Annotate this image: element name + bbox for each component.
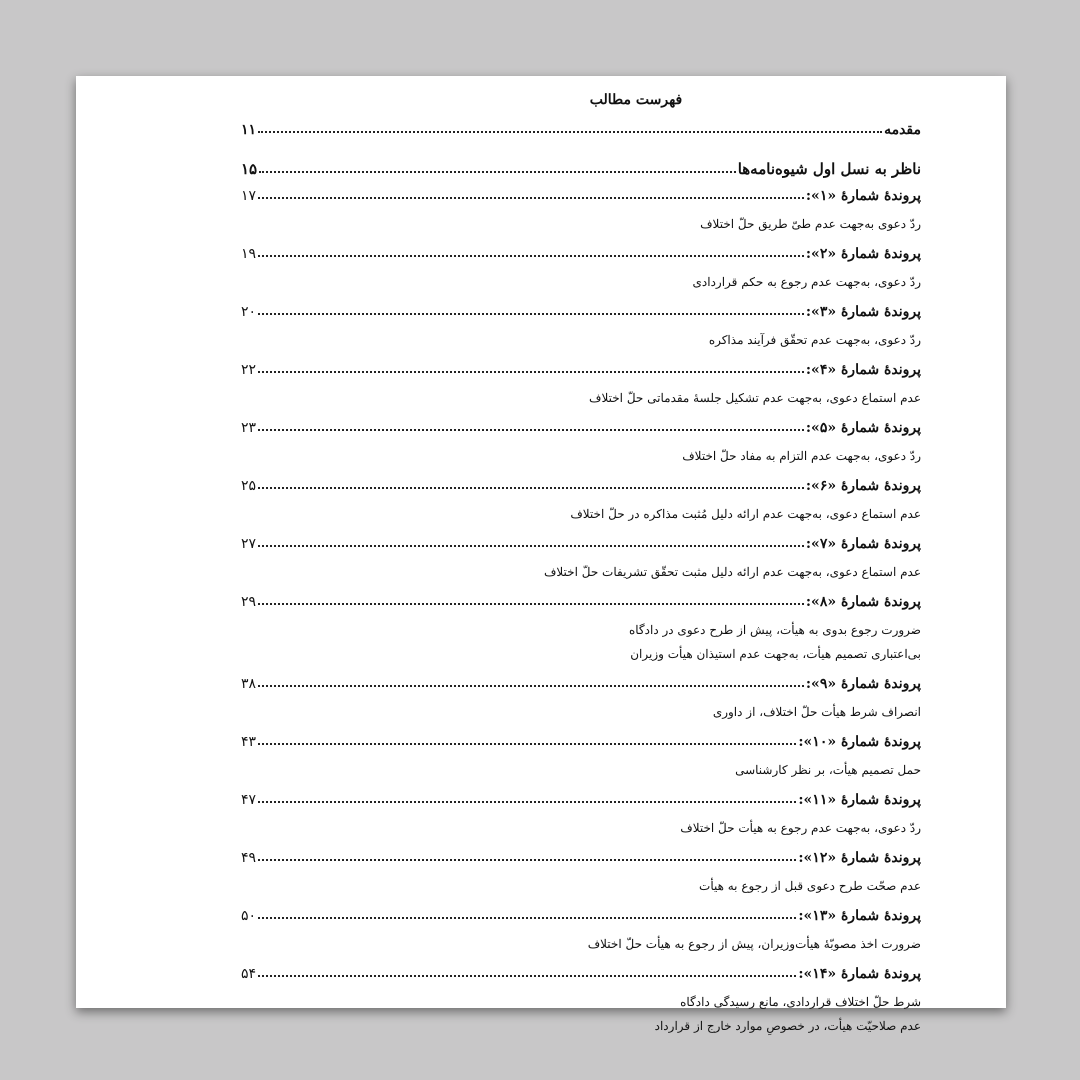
case-descriptions xyxy=(241,386,921,410)
dot-leader xyxy=(258,801,796,803)
dot-leader xyxy=(258,371,804,373)
case-descriptions xyxy=(241,328,921,352)
dot-leader xyxy=(258,255,804,257)
case-page-number: ۲۹ xyxy=(241,594,257,610)
case-page-number: ۱۷ xyxy=(241,188,257,204)
dot-leader xyxy=(258,917,796,919)
case-descriptions xyxy=(241,758,921,782)
toc-entry-case xyxy=(241,356,921,378)
toc-entry-part xyxy=(241,144,921,178)
dot-leader xyxy=(258,859,796,861)
case-label: پروندۀ شمارۀ «۴»: xyxy=(805,362,921,378)
case-label: پروندۀ شمارۀ «۱»: xyxy=(805,188,921,204)
case-label: پروندۀ شمارۀ «۶»: xyxy=(805,478,921,494)
case-descriptions xyxy=(241,932,921,956)
toc-entry-case xyxy=(241,902,921,924)
case-descriptions xyxy=(241,560,921,584)
case-page-number: ۲۳ xyxy=(241,420,257,436)
case-page-number: ۲۰ xyxy=(241,304,257,320)
case-description: ردّ دعوی، به‌جهت عدم رجوع به حکم قراردادی xyxy=(692,275,921,289)
case-label: پروندۀ شمارۀ «۳»: xyxy=(805,304,921,320)
case-label: پروندۀ شمارۀ «۲»: xyxy=(805,246,921,262)
case-description: ردّ دعوی، به‌جهت عدم رجوع به هیأت حلّ اختلاف xyxy=(680,821,921,835)
toc-entry-case xyxy=(241,728,921,750)
case-description: عدم صحّت طرح دعوی قبل از رجوع به هیأت xyxy=(699,879,921,893)
dot-leader xyxy=(258,131,882,133)
toc-entry-case xyxy=(241,240,921,262)
case-descriptions xyxy=(241,618,921,666)
dot-leader xyxy=(258,429,804,431)
dot-leader xyxy=(258,603,804,605)
case-description: ضرورت رجوع بدوی به هیأت، پیش از طرح دعوی در دادگاه xyxy=(628,623,921,637)
case-label: پروندۀ شمارۀ «۱۰»: xyxy=(798,734,921,750)
case-descriptions xyxy=(241,700,921,724)
toc-entry-case xyxy=(241,670,921,692)
case-description: عدم استماع دعوی، به‌جهت عدم ارائه دلیل مُثبت مذاکره در حلّ اختلاف xyxy=(570,507,921,521)
dot-leader xyxy=(258,487,804,489)
case-description: حمل تصمیم هیأت، بر نظر کارشناسی xyxy=(735,763,921,777)
case-description: بی‌اعتباری تصمیم هیأت، به‌جهت عدم استیذان هیأت وزیران xyxy=(630,647,921,661)
case-page-number: ۴۷ xyxy=(241,792,257,808)
toc-entry-case xyxy=(241,844,921,866)
case-page-number: ۵۴ xyxy=(241,966,257,982)
toc-entry-case xyxy=(241,960,921,982)
toc-entry-case xyxy=(241,786,921,808)
case-page-number: ۲۷ xyxy=(241,536,257,552)
case-page-number: ۱۹ xyxy=(241,246,257,262)
table-of-contents xyxy=(241,88,921,1038)
toc-entry-case xyxy=(241,298,921,320)
case-label: پروندۀ شمارۀ «۷»: xyxy=(805,536,921,552)
case-page-number: ۲۲ xyxy=(241,362,257,378)
dot-leader xyxy=(258,975,796,977)
case-description: عدم استماع دعوی، به‌جهت عدم ارائه دلیل مثبت تحقّق تشریفات حلّ اختلاف xyxy=(543,565,921,579)
case-description: ردّ دعوی، به‌جهت عدم تحقّق فرآیند مذاکره xyxy=(708,333,921,347)
toc-entry-case xyxy=(241,530,921,552)
case-list xyxy=(241,182,921,1038)
toc-entry-label: ناظر به نسل اول شیوه‌نامه‌ها xyxy=(737,160,921,178)
dot-leader xyxy=(258,197,804,199)
case-page-number: ۵۰ xyxy=(241,908,257,924)
case-descriptions xyxy=(241,990,921,1038)
case-label: پروندۀ شمارۀ «۱۱»: xyxy=(798,792,921,808)
case-label: پروندۀ شمارۀ «۱۴»: xyxy=(798,966,921,982)
case-descriptions xyxy=(241,816,921,840)
dot-leader xyxy=(258,743,796,745)
toc-title: فهرست مطالب xyxy=(589,92,683,108)
toc-page-number: ۱۵ xyxy=(241,160,258,178)
case-page-number: ۳۸ xyxy=(241,676,257,692)
dot-leader xyxy=(258,545,804,547)
dot-leader xyxy=(258,685,804,687)
toc-entry-case xyxy=(241,182,921,204)
case-description: انصراف شرط هیأت حلّ اختلاف، از داوری xyxy=(712,705,921,719)
case-description: ردّ دعوی، به‌جهت عدم التزام به مفاد حلّ اختلاف xyxy=(682,449,921,463)
case-descriptions xyxy=(241,444,921,468)
case-label: پروندۀ شمارۀ «۹»: xyxy=(805,676,921,692)
toc-entry-label: مقدمه xyxy=(884,122,921,138)
case-page-number: ۲۵ xyxy=(241,478,257,494)
dot-leader xyxy=(258,313,804,315)
case-descriptions xyxy=(241,212,921,236)
case-label: پروندۀ شمارۀ «۱۲»: xyxy=(798,850,921,866)
document-page xyxy=(76,76,1006,1033)
case-descriptions xyxy=(241,502,921,526)
case-label: پروندۀ شمارۀ «۱۳»: xyxy=(798,908,921,924)
case-description: ردّ دعوی به‌جهت عدم طیّ طریق حلّ اختلاف xyxy=(700,217,921,231)
toc-entry-case xyxy=(241,414,921,436)
case-description: عدم صلاحیّت هیأت، در خصوصِ موارد خارج از قرارداد xyxy=(654,1019,921,1033)
case-description: عدم استماع دعوی، به‌جهت عدم تشکیل جلسۀ مقدماتی حلّ اختلاف xyxy=(589,391,921,405)
case-label: پروندۀ شمارۀ «۵»: xyxy=(805,420,921,436)
case-label: پروندۀ شمارۀ «۸»: xyxy=(805,594,921,610)
dot-leader xyxy=(259,171,736,173)
case-page-number: ۴۹ xyxy=(241,850,257,866)
toc-entry-intro xyxy=(241,112,921,138)
case-page-number: ۴۳ xyxy=(241,734,257,750)
toc-entry-case xyxy=(241,588,921,610)
toc-entry-case xyxy=(241,472,921,494)
case-description: شرط حلّ اختلاف قراردادی، مانع رسیدگی دادگاه xyxy=(680,995,921,1009)
case-descriptions xyxy=(241,874,921,898)
case-descriptions xyxy=(241,270,921,294)
case-description: ضرورت اخذ مصوبّۀ هیأت‌وزیران، پیش از رجوع به هیأت حلّ اختلاف xyxy=(587,937,921,951)
toc-page-number: ۱۱ xyxy=(241,122,257,138)
